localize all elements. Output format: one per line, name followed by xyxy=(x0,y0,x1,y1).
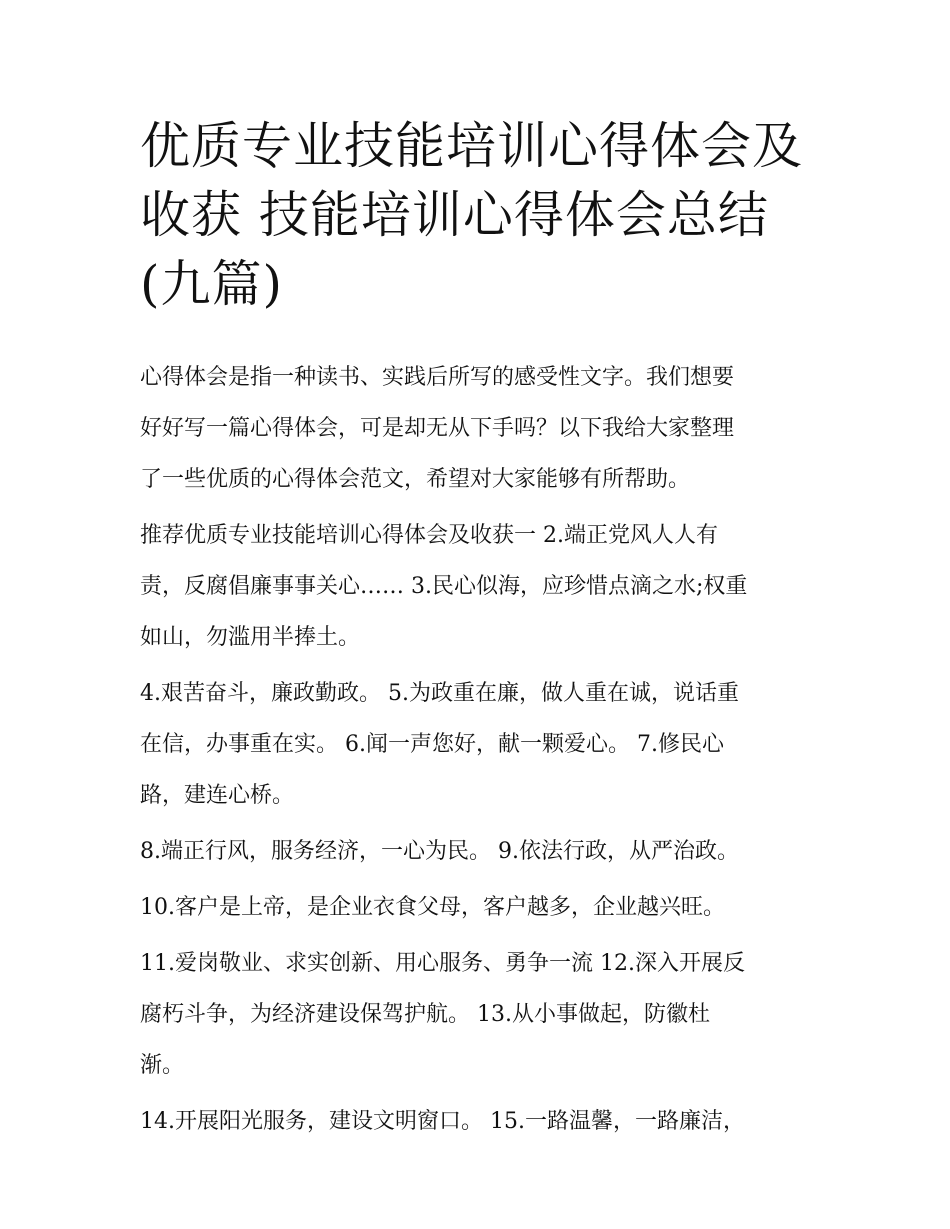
text-line: 11.爱岗敬业、求实创新、用心服务、勇争一流 12.深入开展反 xyxy=(140,951,745,976)
paragraph xyxy=(140,510,830,663)
paragraph xyxy=(140,1096,830,1147)
document-body xyxy=(140,352,830,1152)
paragraph-intro xyxy=(140,352,830,505)
text-line: 腐朽斗争，为经济建设保驾护航。 13.从小事做起，防徽杜 xyxy=(140,1002,710,1027)
text-line: 10.客户是上帝，是企业衣食父母，客户越多，企业越兴旺。 xyxy=(140,895,725,920)
text-line: 渐。 xyxy=(140,1053,185,1078)
text-line: 了一些优质的心得体会范文，希望对大家能够有所帮助。 xyxy=(140,467,691,492)
paragraph xyxy=(140,938,830,1091)
text-line: 推荐优质专业技能培训心得体会及收获一 2.端正党风人人有 xyxy=(140,523,718,548)
title-line: (九篇) xyxy=(140,255,284,313)
text-line: 责，反腐倡廉事事关心…… 3.民心似海，应珍惜点滴之水;权重 xyxy=(140,574,748,599)
text-line: 8.端正行风，服务经济，一心为民。 9.依法行政，从严治政。 xyxy=(140,839,739,864)
text-line: 4.艰苦奋斗，廉政勤政。 5.为政重在廉，做人重在诚，说话重 xyxy=(140,681,739,706)
paragraph xyxy=(140,668,830,821)
text-line: 路，建连心桥。 xyxy=(140,783,295,808)
title-line: 优质专业技能培训心得体会及 xyxy=(140,117,803,175)
text-line: 14.开展阳光服务，建设文明窗口。 15.一路温馨，一路廉洁， xyxy=(140,1109,745,1134)
text-line: 心得体会是指一种读书、实践后所写的感受性文字。我们想要 xyxy=(140,365,735,390)
paragraph xyxy=(140,826,830,877)
text-line: 好好写一篇心得体会，可是却无从下手吗？以下我给大家整理 xyxy=(140,416,735,441)
title-line: 收获 技能培训心得体会总结 xyxy=(140,186,769,244)
document-title xyxy=(140,112,820,319)
text-line: 在信，办事重在实。 6.闻一声您好，献一颗爱心。 7.修民心 xyxy=(140,732,724,757)
text-line: 如山，勿滥用半捧土。 xyxy=(140,625,361,650)
paragraph xyxy=(140,882,830,933)
